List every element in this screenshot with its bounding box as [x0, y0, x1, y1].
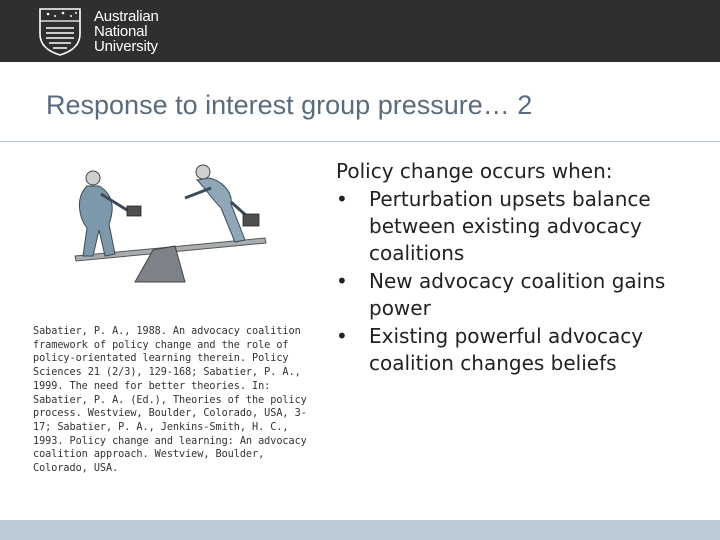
- university-name: [94, 9, 159, 54]
- footer-bar: [0, 520, 720, 540]
- bullet-icon: •: [336, 187, 348, 211]
- anu-crest-icon: [36, 6, 84, 56]
- bullet-item: [336, 268, 708, 322]
- bullet-item: [336, 186, 708, 267]
- policy-intro: Policy change occurs when:: [336, 159, 613, 183]
- bullet-text: Existing powerful advocacy coalition changes beliefs: [369, 324, 644, 375]
- bullet-text: New advocacy coalition gains power: [369, 269, 666, 320]
- bullet-item: [336, 323, 708, 377]
- header-bar: [0, 0, 720, 62]
- bullet-icon: •: [336, 269, 348, 293]
- logo-line-3: University: [94, 38, 158, 55]
- title-divider: [0, 141, 720, 142]
- bullet-list: [336, 186, 708, 377]
- policy-change-content: [336, 158, 708, 378]
- seesaw-businessmen-illustration: [35, 158, 295, 283]
- slide-title: Response to interest group pressure… 2: [46, 90, 533, 120]
- bullet-icon: •: [336, 324, 348, 348]
- bullet-text: Perturbation upsets balance between existing advocacy coalitions: [369, 187, 651, 265]
- logo-line-2: National: [94, 23, 148, 40]
- citation-text: Sabatier, P. A., 1988. An advocacy coalition framework of policy change and the role of policy-orientated learning therein. Policy Sciences 21 (2/3), 129-168; Sabatier, P. A., 1999. The need for better theories. In: Sabatier, P. A. (Ed.), Theories of the policy process. Westview, Boulder, Colorado, USA, 3-17; Sabatier, P. A., Jenkins-Smith, H. C., 1993. Policy change and learning: An advocacy coalition approach. Westview, Boulder, Colorado, USA.: [33, 326, 307, 475]
- logo-line-1: Australian: [94, 8, 159, 25]
